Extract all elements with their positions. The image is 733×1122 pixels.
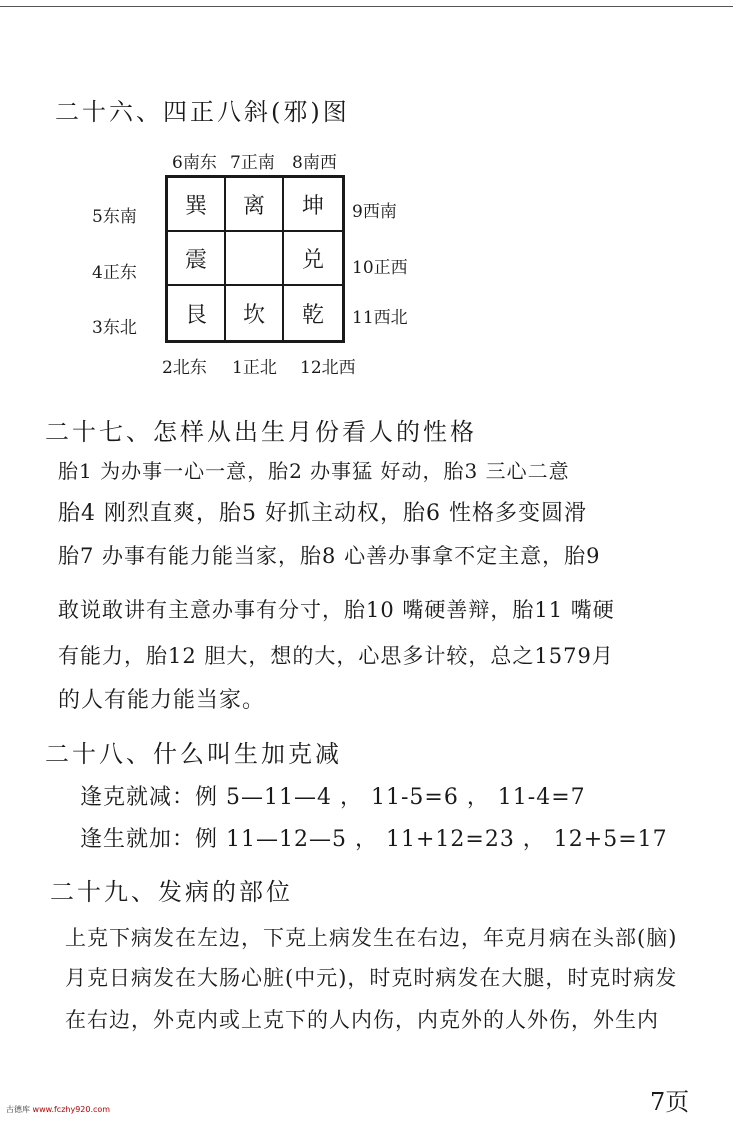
label-top-1: 6南东: [172, 153, 217, 173]
section-27-heading: 二十七、怎样从出生月份看人的性格: [45, 418, 477, 446]
label-bottom-3: 12北西: [300, 358, 356, 378]
grid-cell-qian: 乾: [301, 302, 324, 328]
section-28-line-1: 逢克就减：例 5—11—4 ， 11-5=6 ， 11-4=7: [80, 785, 586, 810]
label-top-3: 8南西: [292, 153, 337, 173]
bagua-grid: [165, 175, 345, 343]
grid-cell-li: 离: [226, 178, 284, 232]
grid-cell-dui: 兑: [284, 232, 342, 286]
grid-cell-xun: 巽: [168, 178, 226, 232]
section-26-heading: 二十六、四正八斜(邪)图: [55, 98, 350, 126]
grid-cell-zhen: 震: [168, 232, 226, 286]
label-bottom-1: 2北东: [162, 358, 207, 378]
section-27-line-4: 敢说敢讲有主意办事有分寸，胎10 嘴硬善辩，胎11 嘴硬: [58, 598, 615, 622]
top-rule: [0, 6, 733, 7]
grid-cell-kan: 坎: [226, 286, 284, 340]
label-right-2: 10正西: [352, 258, 408, 278]
section-28-line-2: 逢生就加：例 11—12—5 ， 11+12=23 ， 12+5=17: [80, 827, 668, 852]
label-right-1: 9西南: [352, 202, 397, 222]
grid-cell-center: [226, 232, 284, 286]
label-left-2: 4正东: [92, 263, 137, 283]
section-27-line-3: 胎7 办事有能力能当家，胎8 心善办事拿不定主意，胎9: [58, 544, 601, 568]
section-27-line-6: 的人有能力能当家。: [58, 688, 266, 713]
section-29-line-2: 月克日病发在大肠心脏(中元)，时克时病发在大腿，时克时病发: [65, 966, 678, 990]
label-top-2: 7正南: [230, 153, 275, 173]
section-27-line-5: 有能力，胎12 胆大，想的大，心思多计较，总之1579月: [58, 644, 614, 668]
section-29-heading: 二十九、发病的部位: [50, 878, 293, 906]
label-right-3: 11西北: [352, 308, 408, 328]
section-29-line-3: 在右边，外克内或上克下的人内伤，内克外的人外伤，外生内: [65, 1008, 659, 1032]
footer-watermark: [6, 1104, 110, 1115]
grid-cell-gen: 艮: [168, 286, 226, 340]
footer-site-name: 古德库: [6, 1105, 30, 1114]
section-27-line-1: 胎1 为办事一心一意，胎2 办事猛 好动，胎3 三心二意: [58, 459, 570, 483]
grid-cell-kun: 坤: [284, 178, 342, 232]
label-left-1: 5东南: [92, 207, 137, 227]
label-left-3: 3东北: [92, 318, 137, 338]
section-27-line-2: 胎4 刚烈直爽，胎5 好抓主动权，胎6 性格多变圆滑: [58, 501, 587, 526]
footer-url[interactable]: www.fczhy920.com: [32, 1105, 111, 1114]
section-28-heading: 二十八、什么叫生加克减: [45, 740, 342, 768]
page-number: 7页: [650, 1088, 690, 1116]
label-bottom-2: 1正北: [232, 358, 277, 378]
section-29-line-1: 上克下病发在左边，下克上病发生在右边，年克月病在头部(脑): [65, 926, 678, 950]
